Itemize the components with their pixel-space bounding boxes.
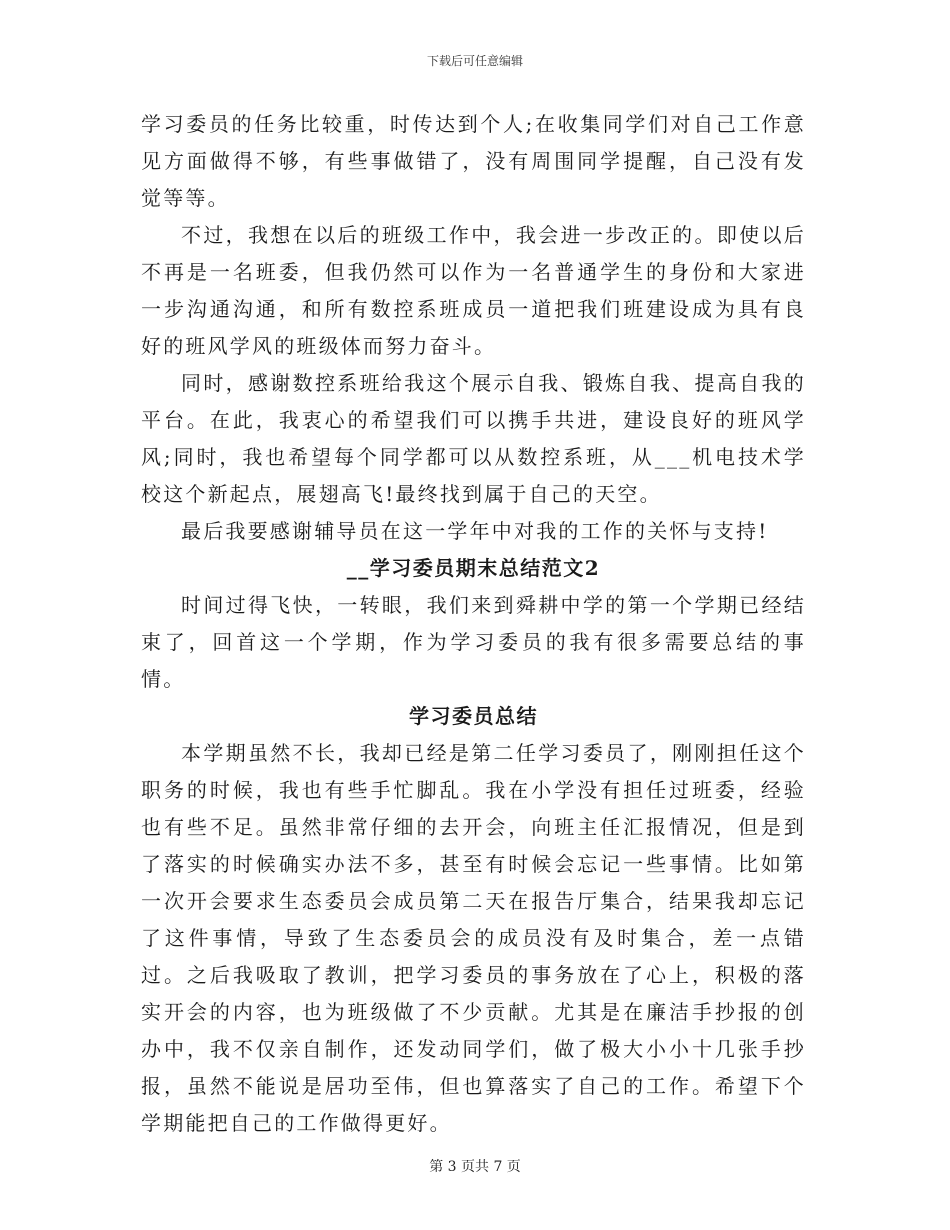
paragraph-6: 本学期虽然不长，我却已经是第二任学习委员了，刚刚担任这个职务的时候，我也有些手忙脚乱。我在小学没有担任过班委，经验也有些不足。虽然非常仔细的去开会，向班主任汇报情况，但是到了落实的时候确实办法不多，甚至有时候会忘记一些事情。比如第一次开会要求生态委员会成员第二天在报告厅集合，结果我却忘记了这件事情，导致了生态委员会的成员没有及时集合，差一点错过。之后我吸取了教训，把学习委员的事务放在了心上，积极的落实开会的内容，也为班级做了不少贡献。尤其是在廉洁手抄报的创办中，我不仅亲自制作，还发动同学们，做了极大小小十几张手抄报，虽然不能说是居功至伟，但也算落实了自己的工作。希望下个学期能把自己的工作做得更好。 [141,741,806,1135]
section-heading-2: 学习委员总结 [409,704,538,728]
paragraph-4: 最后我要感谢辅导员在这一学年中对我的工作的关怀与支持! [181,519,769,543]
page-number: 第 3 页共 7 页 [429,1159,521,1175]
page-header-note: 下载后可任意编辑 [426,54,523,68]
paragraph-1: 学习委员的任务比较重，时传达到个人;在收集同学们对自己工作意见方面做得不够，有些事做错了，没有周围同学提醒，自己没有发觉等等。 [141,112,806,210]
paragraph-3: 同时，感谢数控系班给我这个展示自我、锻炼自我、提高自我的平台。在此，我衷心的希望我们可以携手共进，建设良好的班风学风;同时，我也希望每个同学都可以从数控系班，从___机电技术学校这个新起点，展翅高飞!最终找到属于自己的天空。 [141,371,806,506]
document-body [141,106,806,1142]
paragraph-5: 时间过得飞快，一转眼，我们来到舜耕中学的第一个学期已经结束了，回首这一个学期，作为学习委员的我有很多需要总结的事情。 [141,593,806,691]
paragraph-2: 不过，我想在以后的班级工作中，我会进一步改正的。即使以后不再是一名班委，但我仍然可以作为一名普通学生的身份和大家进一步沟通沟通，和所有数控系班成员一道把我们班建设成为具有良好的班风学风的班级体而努力奋斗。 [141,223,806,358]
section-heading-1: __学习委员期末总结范文2 [346,556,601,580]
